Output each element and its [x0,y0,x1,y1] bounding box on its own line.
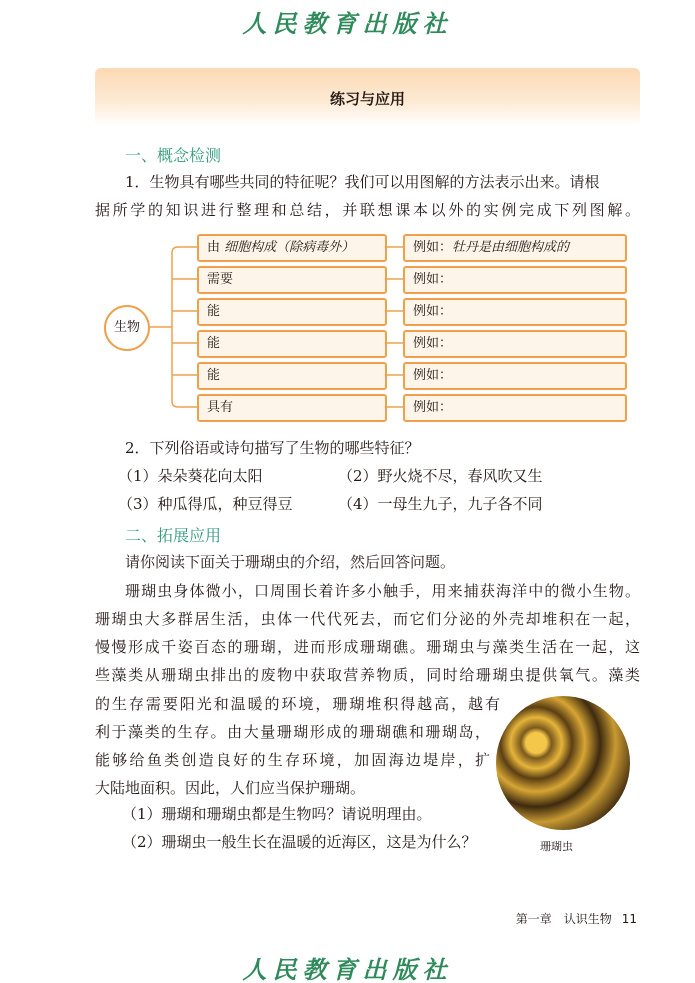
photo-caption: 珊瑚虫 [540,840,573,853]
section-heading-concept-check: 一、概念检测 [125,146,222,165]
example-box[interactable] [403,362,627,390]
chapter-label: 第一章 认识生物 [515,912,612,926]
intro-text: 请你阅读下面关于珊瑚虫的介绍，然后回答问题。 [125,553,456,571]
feature-prefix: 由 [207,240,221,255]
q1-line: 1．生物具有哪些共同的特征呢？我们可以用图解的方法表示出来。请根 [125,173,600,191]
feature-box[interactable] [197,234,387,262]
feature-answer: 细胞构成（除病毒外） [224,240,355,255]
question: （1）珊瑚和珊瑚虫都是生物吗？请说明理由。 [122,805,432,823]
publisher-logo-bottom: 人民教育出版社 [242,955,453,983]
example-prefix: 例如： [413,272,453,287]
feature-box[interactable] [197,330,387,358]
page-footer [506,910,637,927]
paragraph-line: 的生存需要阳光和温暖的环境，珊瑚堆积得越高，越有 [95,695,500,713]
feature-box[interactable] [197,298,387,326]
example-prefix: 例如： [413,400,453,415]
example-box[interactable] [403,330,627,358]
feature-prefix: 能 [207,336,221,351]
example-prefix: 例如： [413,368,453,383]
example-prefix: 例如： [413,240,453,255]
paragraph-line: 利于藻类的生存。由大量珊瑚形成的珊瑚礁和珊瑚岛， [95,723,490,741]
diagram-center-organism: 生物 [104,305,150,351]
paragraph-line: 慢慢形成千姿百态的珊瑚，进而形成珊瑚礁。珊瑚虫与藻类生活在一起，这 [95,638,640,656]
paragraph-line: 珊瑚虫大多群居生活，虫体一代代死去，而它们分泌的外壳却堆积在一起， [95,610,640,628]
example-box[interactable] [403,298,627,326]
feature-prefix: 具有 [207,400,234,415]
publisher-logo-top: 人民教育出版社 [242,9,453,38]
q2-option: （4）一母生九子，九子各不同 [338,495,543,513]
q2-option: （3）种瓜得瓜，种豆得豆 [118,495,293,513]
page-number: 11 [621,912,637,926]
example-prefix: 例如： [413,336,453,351]
paragraph-line: 能够给鱼类创造良好的生存环境，加固海边堤岸，扩 [95,751,490,769]
example-box[interactable] [403,394,627,422]
example-box[interactable] [403,234,627,262]
feature-prefix: 需要 [207,272,234,287]
paragraph-line: 些藻类从珊瑚虫排出的废物中获取营养物质，同时给珊瑚虫提供氧气。藻类 [95,666,640,684]
example-prefix: 例如： [413,304,453,319]
coral-polyp-photo [496,696,630,830]
feature-prefix: 能 [207,368,221,383]
question: （2）珊瑚虫一般生长在温暖的近海区，这是为什么？ [122,833,477,851]
example-answer: 牡丹是由细胞构成的 [452,240,570,255]
paragraph-line: 珊瑚虫身体微小，口周围长着许多小触手，用来捕获海洋中的微小生物。 [125,582,640,600]
section-heading-extension: 二、拓展应用 [125,526,222,545]
feature-box[interactable] [197,266,387,294]
q1-line: 据所学的知识进行整理和总结，并联想课本以外的实例完成下列图解。 [95,201,640,219]
paragraph-line: 大陆地面积。因此，人们应当保护珊瑚。 [95,779,366,797]
feature-box[interactable] [197,362,387,390]
feature-prefix: 能 [207,304,221,319]
example-box[interactable] [403,266,627,294]
q2-text: 2．下列俗语或诗句描写了生物的哪些特征？ [125,439,420,457]
feature-box[interactable] [197,394,387,422]
q2-option: （2）野火烧不尽，春风吹又生 [338,467,543,485]
banner-title: 练习与应用 [329,90,405,108]
q2-option: （1）朵朵葵花向太阳 [118,467,263,485]
